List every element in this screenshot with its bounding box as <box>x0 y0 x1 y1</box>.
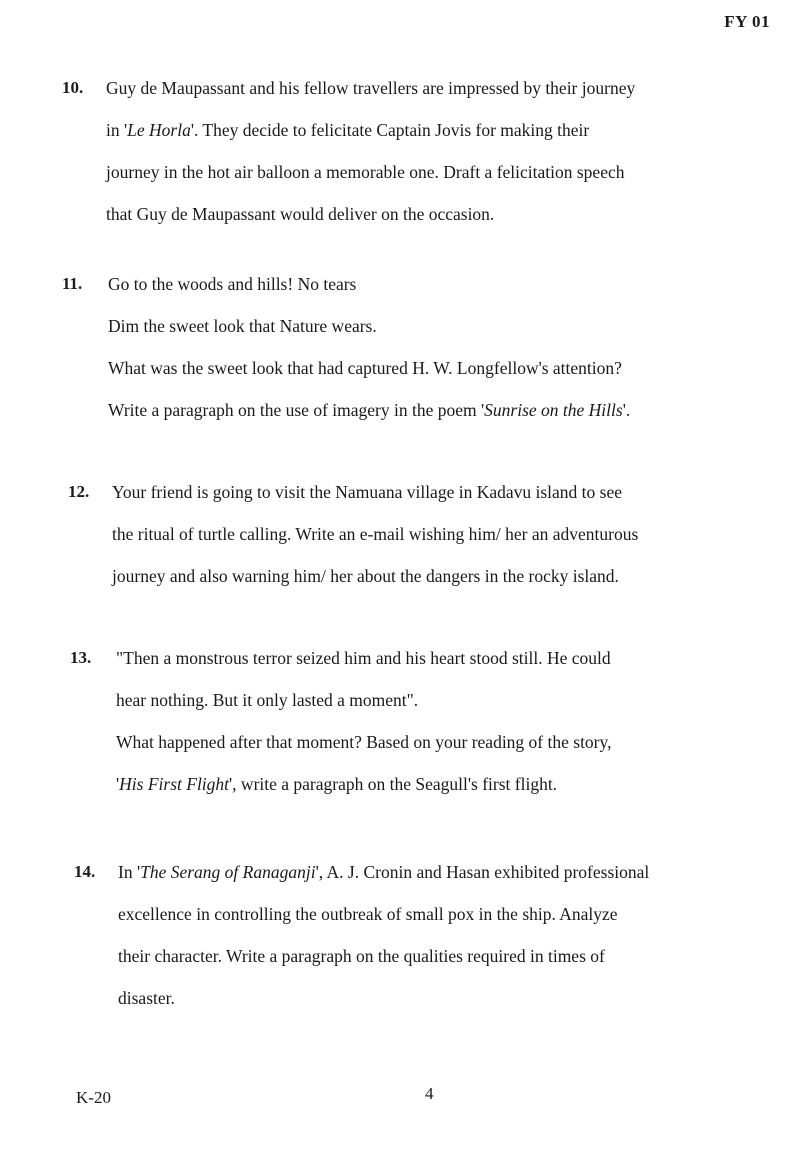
question-number: 12. <box>68 482 90 501</box>
question-line: their character. Write a paragraph on the qualities required in times of <box>118 946 605 966</box>
question-line: in 'Le Horla'. They decide to felicitate Captain Jovis for making their <box>106 120 590 140</box>
question-line: Write a paragraph on the use of imagery in the poem 'Sunrise on the Hills'. <box>108 400 631 420</box>
question-number: 14. <box>74 862 96 881</box>
poem-line: Go to the woods and hills! No tears <box>108 274 357 294</box>
question-line: journey in the hot air balloon a memorable one. Draft a felicitation speech <box>106 162 625 182</box>
question-line: disaster. <box>118 988 175 1008</box>
question-number: 11. <box>62 274 83 293</box>
question-line: What was the sweet look that had captured H. W. Longfellow's attention? <box>108 358 622 378</box>
question-line: the ritual of turtle calling. Write an e-mail wishing him/ her an adventurous <box>112 524 639 544</box>
question-number: 10. <box>62 78 84 97</box>
question-line: Your friend is going to visit the Namuana village in Kadavu island to see <box>112 482 623 502</box>
paper-code-header: FY 01 <box>724 12 770 31</box>
footer-paper-code: K-20 <box>76 1088 111 1107</box>
question-line: Guy de Maupassant and his fellow travellers are impressed by their journey <box>106 78 636 98</box>
question-number: 13. <box>70 648 92 667</box>
question-line: 'His First Flight', write a paragraph on the Seagull's first flight. <box>116 774 558 794</box>
poem-line: Dim the sweet look that Nature wears. <box>108 316 377 336</box>
question-line: What happened after that moment? Based on your reading of the story, <box>116 732 612 752</box>
question-line: that Guy de Maupassant would deliver on the occasion. <box>106 204 495 224</box>
question-line: In 'The Serang of Ranaganji', A. J. Cronin and Hasan exhibited professional <box>118 862 650 882</box>
quote-line: hear nothing. But it only lasted a moment". <box>116 690 419 710</box>
question-line: journey and also warning him/ her about the dangers in the rocky island. <box>112 566 619 586</box>
page-number: 4 <box>425 1084 434 1103</box>
question-line: excellence in controlling the outbreak of small pox in the ship. Analyze <box>118 904 618 924</box>
quote-line: "Then a monstrous terror seized him and his heart stood still. He could <box>116 648 611 668</box>
